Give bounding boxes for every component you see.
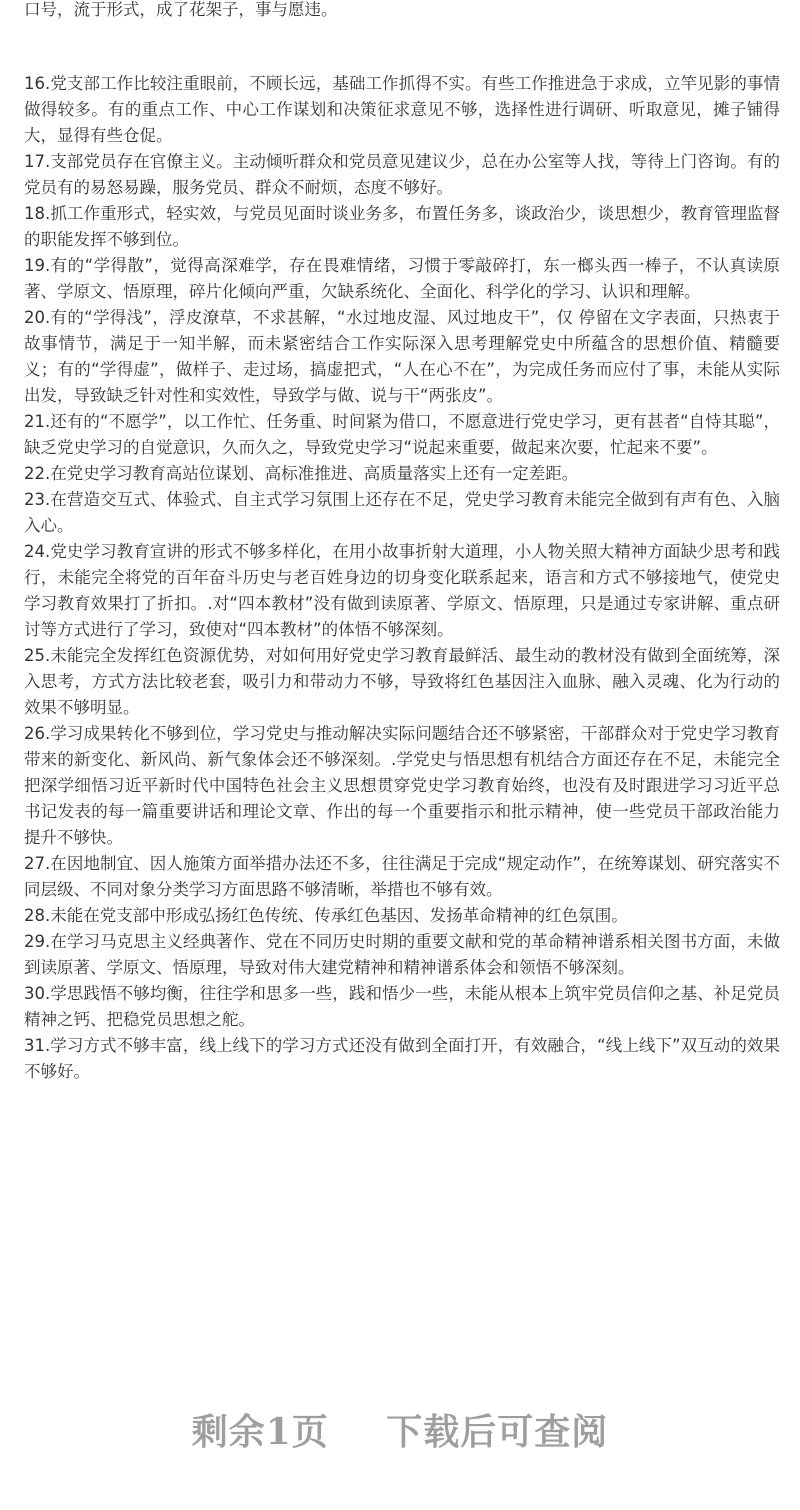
item-list	[24, 71, 780, 1085]
list-item: 16.党支部工作比较注重眼前，不顾长远，基础工作抓得不实。有些工作推进急于求成，立竿见影的事情做得较多。有的重点工作、中心工作谋划和决策征求意见不够，选择性进行调研、听取意见，摊子铺得大，显得有些仓促。	[24, 74, 780, 145]
download-hint-label: 下载后可查阅	[386, 1411, 609, 1453]
document-body	[24, 0, 780, 1085]
list-item: 23.在营造交互式、体验式、自主式学习氛围上还存在不足，党史学习教育未能完全做到有声有色、入脑入心。	[24, 490, 780, 535]
list-item: 17.支部党员存在官僚主义。主动倾听群众和党员意见建议少，总在办公室等人找，等待上门咨询。有的党员有的易怒易躁，服务党员、群众不耐烦，态度不够好。	[24, 152, 780, 197]
intro-line: 口号，流于形式，成了花架子，事与愿违。	[24, 0, 338, 19]
list-item: 28.未能在党支部中形成弘扬红色传统、传承红色基因、发扬革命精神的红色氛围。	[24, 906, 628, 925]
download-prompt-banner[interactable]	[0, 1404, 800, 1455]
list-item: 19.有的“学得散”，觉得高深难学，存在畏难情绪，习惯于零敲碎打，东一榔头西一棒子，不认真读原著、学原文、悟原理，碎片化倾向严重，欠缺系统化、全面化、科学化的学习、认识和理解。	[24, 256, 780, 301]
list-item: 20.有的“学得浅”，浮皮潦草，不求甚解，“水过地皮湿、风过地皮干”，仅 停留在文字表面，只热衷于故事情节，满足于一知半解，而未紧密结合工作实际深入思考理解党史中所蕴含的思想价值、精髓要义；有的“学得虚”，做样子、走过场，搞虚把式，“人在心不在”，为完成任务而应付了事，未能从实际出发，导致缺乏针对性和实效性，导致学与做、说与干“两张皮”。	[24, 308, 780, 405]
list-item: 24.党史学习教育宣讲的形式不够多样化，在用小故事折射大道理，小人物关照大精神方面缺少思考和践行，未能完全将党的百年奋斗历史与老百姓身边的切身变化联系起来，语言和方式不够接地气，使党史学习教育效果打了折扣。.对“四本教材”没有做到读原著、学原文、悟原理，只是通过专家讲解、重点研讨等方式进行了学习，致使对“四本教材”的体悟不够深刻。	[24, 542, 780, 639]
list-item: 22.在党史学习教育高站位谋划、高标准推进、高质量落实上还有一定差距。	[24, 464, 579, 483]
list-item: 27.在因地制宜、因人施策方面举措办法还不多，往往满足于完成“规定动作”，在统筹谋划、研究落实不同层级、不同对象分类学习方面思路不够清晰，举措也不够有效。	[24, 854, 780, 899]
list-item: 29.在学习马克思主义经典著作、党在不同历史时期的重要文献和党的革命精神谱系相关图书方面，未做到读原著、学原文、悟原理，导致对伟大建党精神和精神谱系体会和领悟不够深刻。	[24, 932, 780, 977]
remaining-pages-label: 剩余1页	[191, 1411, 329, 1453]
list-item: 31.学习方式不够丰富，线上线下的学习方式还没有做到全面打开，有效融合，“线上线下”双互动的效果不够好。	[24, 1036, 780, 1081]
list-item: 30.学思践悟不够均衡，往往学和思多一些，践和悟少一些，未能从根本上筑牢党员信仰之基、补足党员精神之钙、把稳党员思想之舵。	[24, 984, 780, 1029]
list-item: 21.还有的“不愿学”，以工作忙、任务重、时间紧为借口，不愿意进行党史学习，更有甚者“自恃其聪”，缺乏党史学习的自觉意识，久而久之，导致党史学习“说起来重要，做起来次要，忙起来不要”。	[24, 412, 780, 457]
list-item: 26.学习成果转化不够到位，学习党史与推动解决实际问题结合还不够紧密，干部群众对于党史学习教育带来的新变化、新风尚、新气象体会还不够深刻。.学党史与悟思想有机结合方面还存在不足，未能完全把深学细悟习近平新时代中国特色社会主义思想贯穿党史学习教育始终，也没有及时跟进学习习近平总书记发表的每一篇重要讲话和理论文章、作出的每一个重要指示和批示精神，使一些党员干部政治能力提升不够快。	[24, 724, 780, 847]
list-item: 18.抓工作重形式，轻实效，与党员见面时谈业务多，布置任务多，谈政治少，谈思想少，教育管理监督的职能发挥不够到位。	[24, 204, 780, 249]
list-item: 25.未能完全发挥红色资源优势，对如何用好党史学习教育最鲜活、最生动的教材没有做到全面统筹，深入思考，方式方法比较老套，吸引力和带动力不够，导致将红色基因注入血脉、融入灵魂、化为行动的效果不够明显。	[24, 646, 780, 717]
